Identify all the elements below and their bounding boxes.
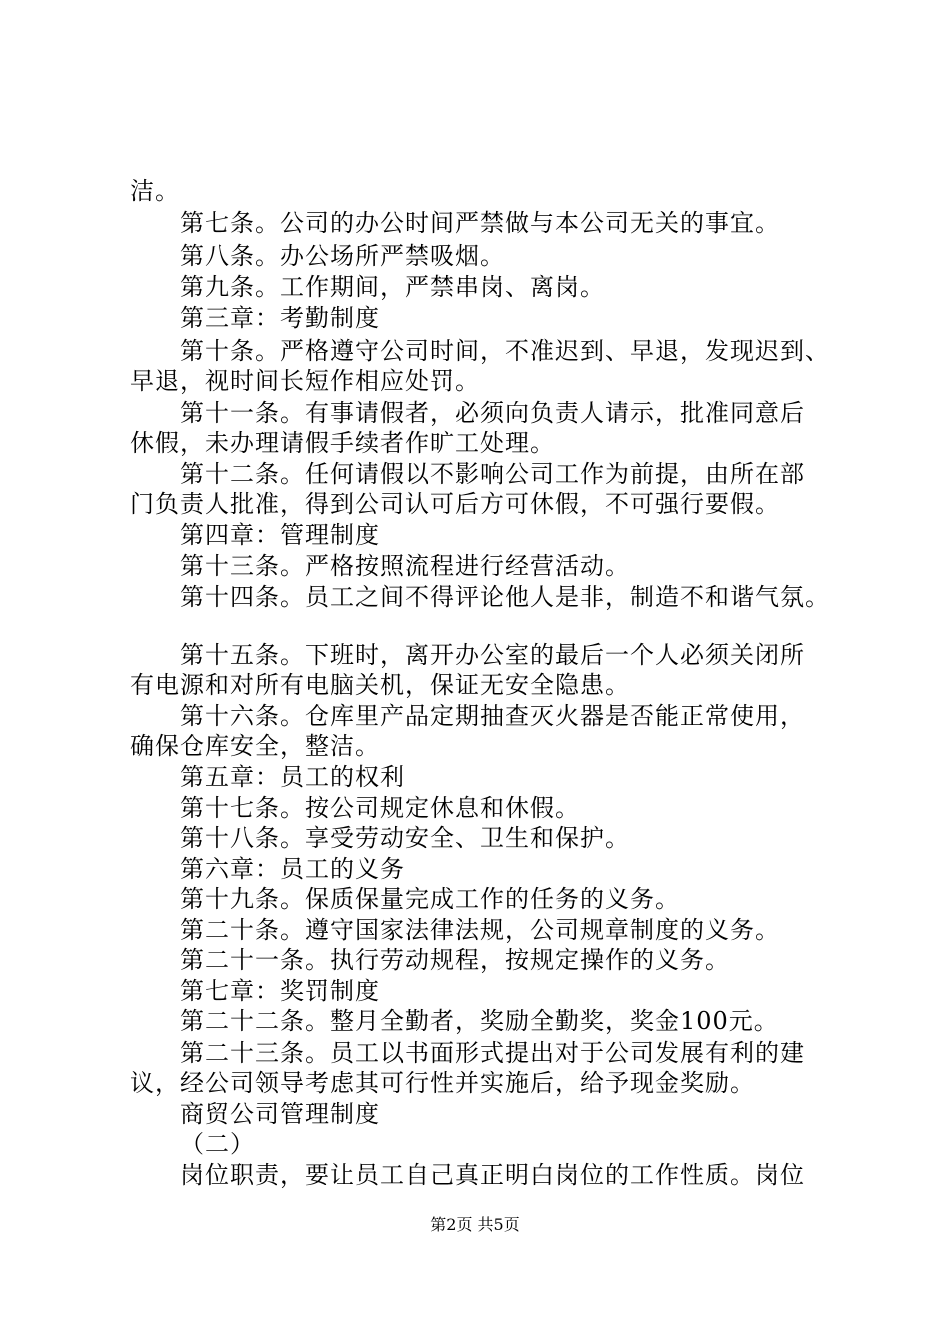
article-9: 第九条。工作期间，严禁串岗、离岗。	[180, 273, 605, 301]
article-20: 第二十条。遵守国家法律法规，公司规章制度的义务。	[180, 916, 780, 944]
article-18: 第十八条。享受劳动安全、卫生和保护。	[180, 824, 630, 852]
article-16: 第十六条。仓库里产品定期抽查灭火器是否能正常使用，	[180, 702, 805, 730]
article-23-cont: 议，经公司领导考虑其可行性并实施后，给予现金奖励。	[130, 1069, 755, 1097]
article-19: 第十九条。保质保量完成工作的任务的义务。	[180, 885, 680, 913]
article-15-cont: 有电源和对所有电脑关机，保证无安全隐患。	[130, 671, 630, 699]
article-21: 第二十一条。执行劳动规程，按规定操作的义务。	[180, 946, 730, 974]
chapter-5-heading: 第五章：员工的权利	[180, 763, 405, 791]
article-22: 第二十二条。整月全勤者，奖励全勤奖，奖金100元。	[180, 1007, 779, 1035]
text-line: 洁。	[130, 177, 180, 205]
chapter-3-heading: 第三章：考勤制度	[180, 304, 380, 332]
article-14: 第十四条。员工之间不得评论他人是非，制造不和谐气氛。	[180, 583, 830, 611]
chapter-7-heading: 第七章：奖罚制度	[180, 977, 380, 1005]
article-12: 第十二条。任何请假以不影响公司工作为前提，由所在部	[180, 460, 805, 488]
article-12-cont: 门负责人批准，得到公司认可后方可休假，不可强行要假。	[130, 490, 780, 518]
chapter-4-heading: 第四章：管理制度	[180, 521, 380, 549]
article-13: 第十三条。严格按照流程进行经营活动。	[180, 552, 630, 580]
article-15: 第十五条。下班时，离开办公室的最后一个人必须关闭所	[180, 641, 805, 669]
article-23: 第二十三条。员工以书面形式提出对于公司发展有利的建	[180, 1039, 805, 1067]
article-8: 第八条。办公场所严禁吸烟。	[180, 242, 505, 270]
article-11: 第十一条。有事请假者，必须向负责人请示，批准同意后	[180, 399, 805, 427]
paragraph-start: 岗位职责，要让员工自己真正明白岗位的工作性质。岗位	[180, 1161, 805, 1189]
article-17: 第十七条。按公司规定休息和休假。	[180, 794, 580, 822]
article-16-cont: 确保仓库安全，整洁。	[130, 732, 380, 760]
section-number: （二）	[180, 1130, 255, 1158]
article-11-cont: 休假，未办理请假手续者作旷工处理。	[130, 429, 555, 457]
page-footer: 第2页 共5页	[430, 1215, 520, 1234]
article-10: 第十条。严格遵守公司时间，不准迟到、早退，发现迟到、	[180, 337, 830, 365]
article-7: 第七条。公司的办公时间严禁做与本公司无关的事宜。	[180, 209, 780, 237]
chapter-6-heading: 第六章：员工的义务	[180, 855, 405, 883]
article-10-cont: 早退，视时间长短作相应处罚。	[130, 367, 480, 395]
section-title: 商贸公司管理制度	[180, 1100, 380, 1128]
